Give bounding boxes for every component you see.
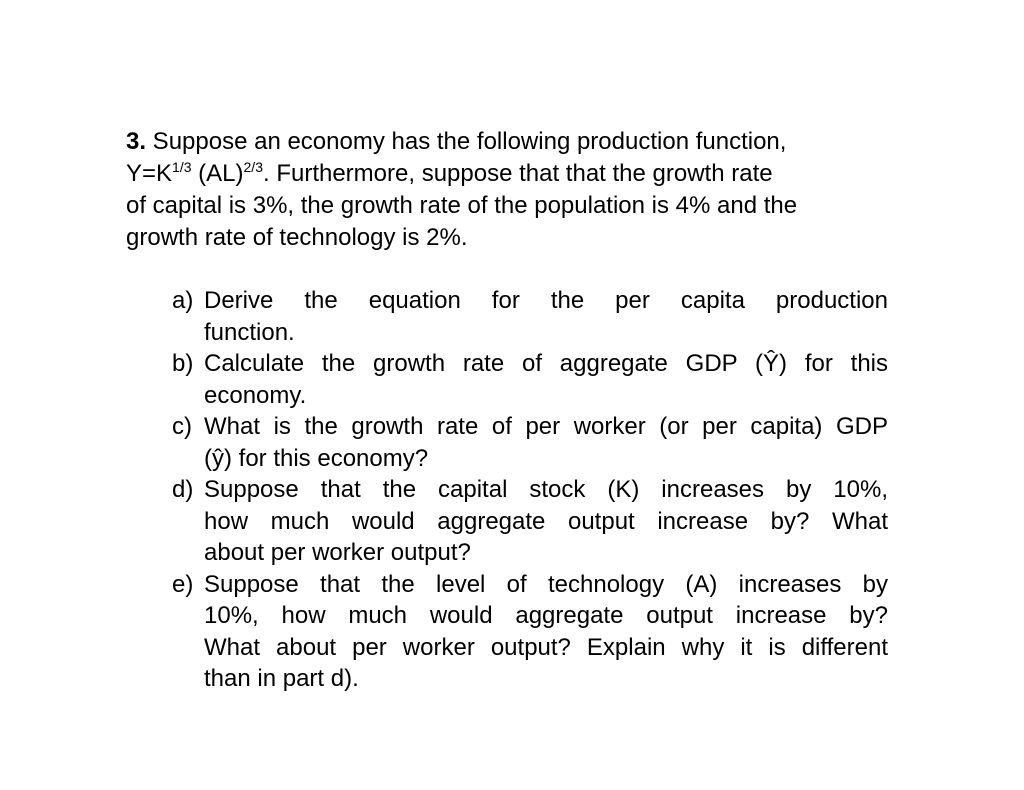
- subpart-line: Calculate the growth rate of aggregate GDP (Ŷ) for this: [204, 350, 888, 377]
- intro-line-3: of capital is 3%, the growth rate of the population is 4% and the: [126, 192, 798, 219]
- formula-prefix: Y=K: [126, 160, 173, 187]
- subparts-list: [172, 285, 888, 695]
- subpart-line: What about per worker output? Explain why it is different: [204, 633, 888, 661]
- subpart-line: than in part d).: [204, 665, 359, 692]
- formula-mid: (AL): [191, 160, 244, 187]
- subpart-letter: a): [172, 287, 194, 314]
- intro-line-2: [126, 158, 888, 190]
- subpart-line: What is the growth rate of per worker (or per capita) GDP: [204, 413, 888, 440]
- subpart-line: Derive the equation for the per capita production: [204, 287, 888, 314]
- intro-line-1: [126, 126, 888, 158]
- subpart-b: [172, 348, 888, 411]
- subpart-line: (ŷ) for this economy?: [204, 444, 429, 472]
- subpart-c: [172, 411, 888, 474]
- subpart-e: [172, 569, 888, 695]
- subpart-line: about per worker output?: [204, 539, 471, 566]
- subpart-line: economy.: [204, 381, 307, 409]
- formula-exponent-2: 2/3: [243, 159, 263, 175]
- subpart-line: 10%, how much would aggregate output increase by?: [204, 602, 888, 629]
- intro-line-4: growth rate of technology is 2%.: [126, 224, 468, 251]
- subpart-line: Suppose that the level of technology (A) increases by: [204, 570, 888, 598]
- subpart-letter: d): [172, 476, 194, 503]
- intro-text-1: Suppose an economy has the following production function,: [146, 128, 787, 155]
- formula-exponent-1: 1/3: [172, 159, 192, 175]
- subpart-letter: c): [172, 413, 192, 440]
- subpart-line: how much would aggregate output increase by? What: [204, 507, 888, 535]
- subpart-d: [172, 474, 888, 569]
- subpart-a: [172, 285, 888, 348]
- subpart-letter: b): [172, 350, 194, 377]
- question-intro: [126, 126, 888, 254]
- formula-suffix: . Furthermore, suppose that that the growth rate: [262, 160, 773, 187]
- question-number: 3.: [126, 128, 147, 155]
- subpart-letter: e): [172, 570, 194, 598]
- subpart-line: Suppose that the capital stock (K) increases by 10%,: [204, 476, 888, 503]
- subpart-line: function.: [204, 318, 295, 346]
